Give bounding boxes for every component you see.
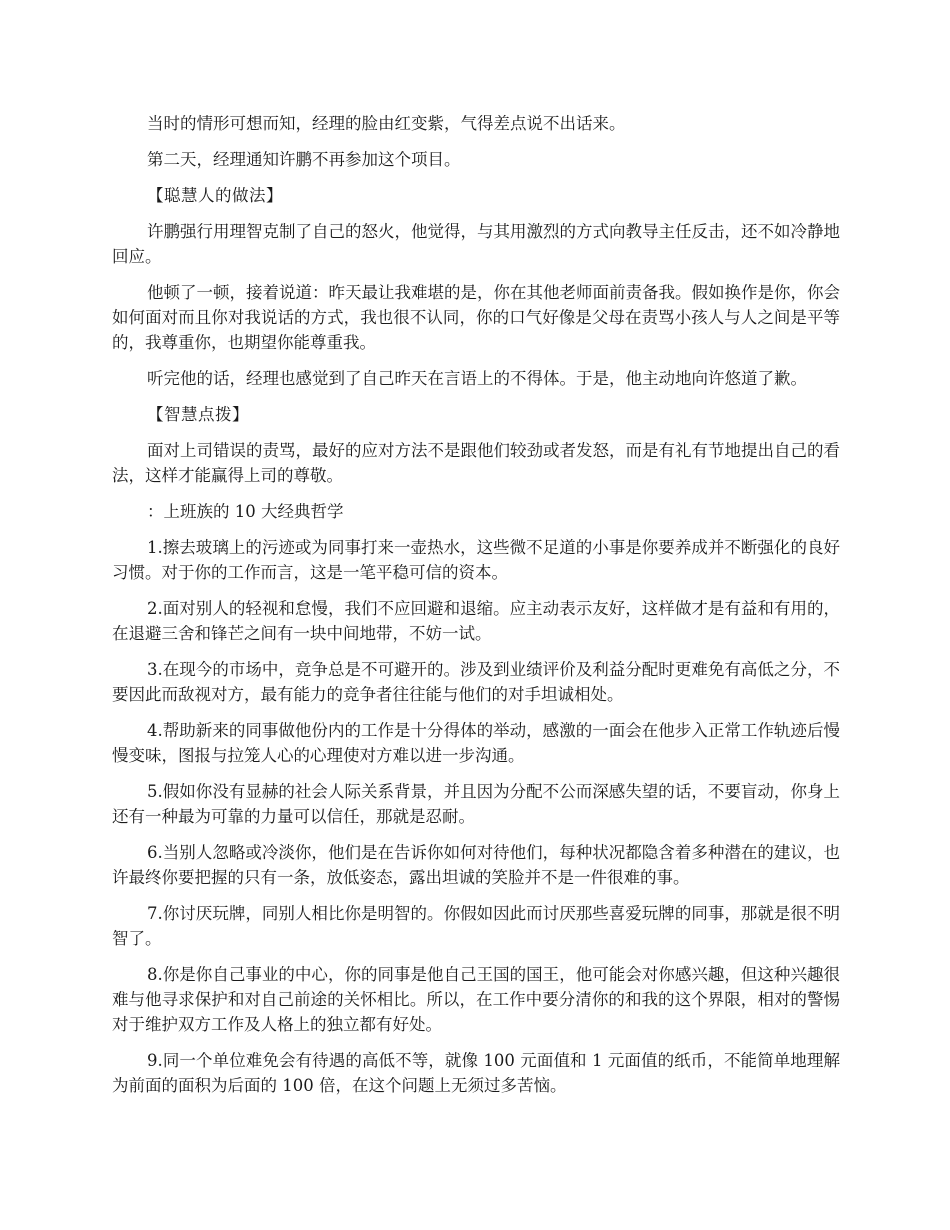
list-item: 5.假如你没有显赫的社会人际关系背景，并且因为分配不公而深感失望的话，不要盲动，你身上还有一种最为可靠的力量可以信任，那就是忍耐。 bbox=[112, 782, 840, 826]
document-page bbox=[112, 111, 840, 1109]
list-item: 4.帮助新来的同事做他份内的工作是十分得体的举动，感激的一面会在他步入正常工作轨迹后慢慢变味，图报与拉笼人心的心理使对方难以进一步沟通。 bbox=[112, 721, 840, 765]
list-heading: ：上班族的 10 大经典哲学 bbox=[147, 502, 344, 521]
paragraph: 当时的情形可想而知，经理的脸由红变紫，气得差点说不出话来。 bbox=[147, 114, 626, 133]
list-item: 3.在现今的市场中，竞争总是不可避开的。涉及到业绩评价及利益分配时更难免有高低之分，不要因此而敌视对方，最有能力的竞争者往往能与他们的对手坦诚相处。 bbox=[112, 660, 840, 704]
list-item: 2.面对别人的轻视和怠慢，我们不应回避和退缩。应主动表示友好，这样做才是有益和有用的，在退避三舍和锋芒之间有一块中间地带，不妨一试。 bbox=[112, 599, 840, 643]
section-heading: 【智慧点拨】 bbox=[147, 405, 249, 424]
list-item: 1.擦去玻璃上的污迹或为同事打来一壶热水，这些微不足道的小事是你要养成并不断强化的良好习惯。对于你的工作而言，这是一笔平稳可信的资本。 bbox=[112, 538, 840, 582]
section-heading: 【聪慧人的做法】 bbox=[147, 186, 283, 205]
paragraph: 他顿了一顿，接着说道：昨天最让我难堪的是，你在其他老师面前责备我。假如换作是你，你会如何面对而且你对我说话的方式，我也很不认同，你的口气好像是父母在责骂小孩人与人之间是平等的，我尊重你，也期望你能尊重我。 bbox=[112, 283, 840, 352]
paragraph: 听完他的话，经理也感觉到了自己昨天在言语上的不得体。于是，他主动地向许悠道了歉。 bbox=[147, 369, 807, 388]
list-item: 9.同一个单位难免会有待遇的高低不等，就像 100 元面值和 1 元面值的纸币，不能简单地理解为前面的面积为后面的 100 倍，在这个问题上无须过多苦恼。 bbox=[112, 1051, 840, 1095]
list-item: 7.你讨厌玩牌，同别人相比你是明智的。你假如因此而讨厌那些喜爱玩牌的同事，那就是很不明智了。 bbox=[112, 904, 840, 948]
paragraph: 面对上司错误的责骂，最好的应对方法不是跟他们较劲或者发怒，而是有礼有节地提出自己的看法，这样才能赢得上司的尊敬。 bbox=[112, 441, 840, 485]
paragraph: 第二天，经理通知许鹏不再参加这个项目。 bbox=[147, 150, 461, 169]
list-item: 8.你是你自己事业的中心，你的同事是他自己王国的国王，他可能会对你感兴趣，但这种兴趣很难与他寻求保护和对自己前途的关怀相比。所以，在工作中要分清你的和我的这个界限，相对的警惕对于维护双方工作及人格上的独立都有好处。 bbox=[112, 965, 840, 1034]
paragraph: 许鹏强行用理智克制了自己的怒火，他觉得，与其用激烈的方式向教导主任反击，还不如冷静地回应。 bbox=[112, 222, 840, 266]
list-item: 6.当别人忽略或冷淡你，他们是在告诉你如何对待他们，每种状况都隐含着多种潜在的建议，也许最终你要把握的只有一条，放低姿态，露出坦诚的笑脸并不是一件很难的事。 bbox=[112, 843, 840, 887]
